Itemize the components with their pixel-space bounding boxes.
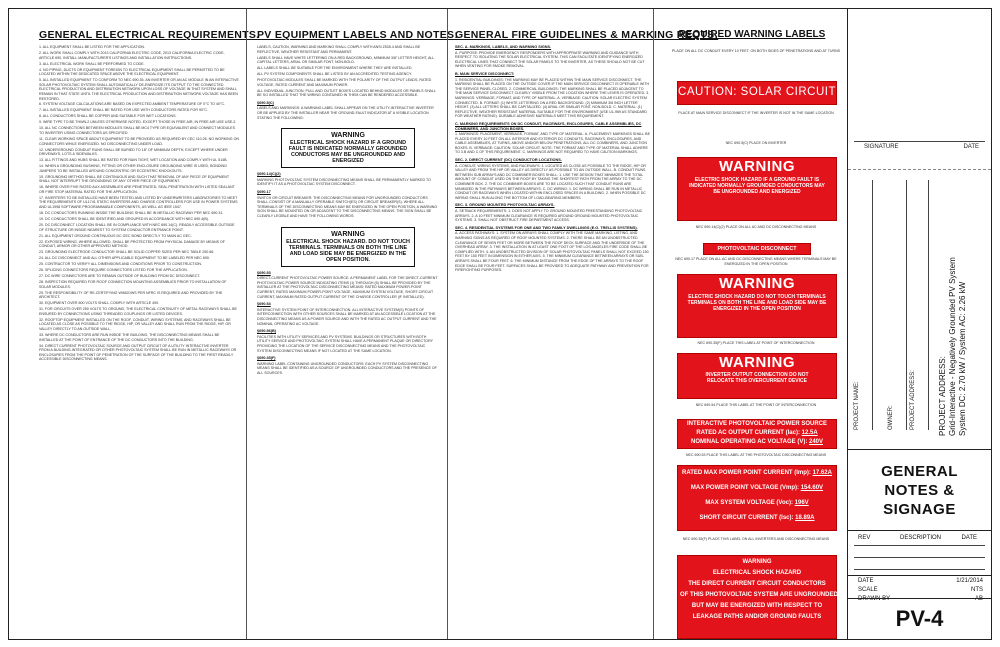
rev-header: REV — [858, 535, 871, 541]
warning-body: ELECTRICAL SHOCK HAZARD IF A GROUND FAULT IS INDICATED NORMALLY GROUNDED CONDUCTORS MAY BE UNGROUNDED AND ENERGIZED — [288, 140, 408, 165]
fire-guidelines-notes — [455, 45, 651, 273]
date-header: DATE — [961, 535, 977, 541]
label-note: ALL PV SYSTEM COMPONENTS SHALL BE LISTED BY AN ACCREDITED TESTING AGENCY. — [257, 72, 412, 77]
system-description — [938, 257, 968, 436]
description-line: System DC: 2.70 kW / System AC: 2.26 kW — [958, 281, 967, 436]
label-placement-note: NEC 690.35(F) PLACE THIS LABEL ON ALL INVERTERS AND DISCONNECTING MEANS — [682, 537, 830, 541]
fire-guidelines-column — [455, 29, 719, 631]
electrical-note: 2. ALL WORK SHALL COMPLY WITH 2013 CALIFORNIA ELECTRIC CODE, 2013 CALIFORNIA ELECTRIC CODE, ARTICLE 690, INSTALL MANUFACTURER'S LISTINGS AND INSTALLATION INSTRUCTIONS. — [39, 50, 225, 60]
interactive-power-source-label — [677, 419, 837, 449]
signature-area — [848, 9, 991, 169]
electrical-note: 15. GROUNDING METHOD SHALL BE CONTINUOUS AND SUCH THAT REMOVAL OF ANY PIECE OF EQUIPMENT SHALL NOT INTERRUPT THE GROUNDING OF ANY OTHER PIECE OF EQUIPMENT. — [39, 174, 230, 184]
rating-label: SHORT CIRCUIT CURRENT (Isc): — [699, 515, 796, 521]
label-placement-note: NEC 690.5(C) PLACE ON INVERTER — [725, 141, 787, 145]
warning-heading: WARNING — [331, 230, 365, 238]
drawing-sheet — [8, 8, 992, 640]
project-address-label: PROJECT ADDRESS: — [910, 370, 916, 430]
label-text: THE DIRECT CURRENT CIRCUIT CONDUCTORS — [688, 581, 826, 587]
title-block — [847, 9, 991, 639]
label-value: 12.5A — [801, 430, 818, 436]
pv-labels-section — [257, 172, 439, 218]
inverter-output-warning-label — [677, 353, 837, 399]
scale-value: NTS — [971, 587, 983, 593]
label-note: ALL LABELS SHALL BE SUITABLE FOR THE ENVIRONMENT WHERE THEY ARE INSTALLED. — [257, 66, 413, 71]
label-text: ELECTRIC SHOCK HAZARD DO NOT TOUCH TERMINALS TERMINALS ON BOTH THE LINE AND LOAD SIDE MAY BE ENERGIZED IN THE OPEN POSITION — [687, 294, 827, 313]
label-placement-note: NEC 690.53 PLACE THIS LABEL AT THE PHOTOVOLTAIC DISCONNECTING MEANS — [685, 453, 827, 457]
label-text: LEAKAGE PATHS AND/OR GROUND FAULTS — [692, 614, 822, 620]
fire-guidelines-title: GENERAL FIRE GUIDELINES & MARKING REQTS: — [455, 29, 719, 41]
electrical-note: 21. ALL EQUIPMENT GROUND CONTINUOUS DC GEC BOND DIRECTLY TO MAIN AC GEC. — [39, 233, 192, 238]
label-heading: WARNING — [719, 354, 795, 371]
rating-label: MAX SYSTEM VOLTAGE (Voc): — [705, 500, 795, 506]
label-note: LABELS SHALL HAVE WHITE LETTERING ON A RED BACKGROUND, MINIMUM 3/8" LETTER HEIGHT, ALL CAPITAL LETTERS, ARIAL OR SIMILAR FONT, NON-BOLD. — [257, 55, 435, 65]
electrical-note: 33. WHERE DC CONDUCTORS ARE RUN INSIDE THE BUILDING, THE DISCONNECTING MEANS SHALL BE INSTALLED AT THE POINT OF ENTRANCE OF THE DC CONDUCTORS INTO THE BUILDING. — [39, 332, 220, 342]
description-header: DESCRIPTION — [900, 535, 942, 541]
electrical-note: 28. INSPECTION REQUIRED FOR ROOF CONNECTION MOUNTING ASSEMBLIES PRIOR TO INSTALLATION OF SOLAR MODULES. — [39, 280, 227, 289]
electrical-note: 22. EXPOSED WIRING, WHERE ALLOWED, SHALL BE PROTECTED FROM PHYSICAL DAMAGE BY MEANS OF CONDUIT, ARMOR OR OTHER APPROVED METHOD. — [39, 239, 225, 249]
general-electrical-column — [39, 29, 260, 631]
required-labels-title: REQUIRED WARNING LABELS — [678, 29, 826, 40]
section-head: SEC. A. MARKINGS, LABELS, AND WARNING SIGNS. — [455, 45, 552, 49]
label-value: 240V — [808, 439, 823, 445]
rating-row — [678, 496, 836, 511]
section-head: SEC. 3. GROUND MOUNTED PHOTOVOLTAIC ARRAYS. — [455, 203, 555, 208]
label-text: CAUTION: SOLAR CIRCUIT — [678, 86, 836, 98]
project-name-label: PROJECT NAME: — [854, 381, 860, 430]
section-text: WARNING LABEL CONTAINING UNGROUNDED CONDUCTORS: EACH PV SYSTEM DISCONNECTING MEANS SHALL BE IDENTIFIED AS A SOURCE OF UNGROUNDED CONDUCTORS AND THE PRESENCE OF ALL SOURCES. — [257, 361, 437, 375]
electrical-note: 31. FOR CIRCUITS OVER 250 VOLTS TO GROUND, THE ELECTRICAL CONTINUITY OF METAL RACEWAYS SHALL BE ENSURED BY CONNECTIONS USING THREADED COUPLINGS OR LISTED DEVICES. — [39, 307, 237, 316]
section-text: 1. RESIDENTIAL BUILDINGS: THE MARKING MAY BE PLACED WITHIN THE MAIN SERVICE DISCONNECT. THE MARKING SHALL BE PLACED ON THE OUTSIDE COVER IF THE MAIN SERVICE DISCONNECT IS OPERABLE WITH THE SERVICE PANEL CLOSED. 2. COMMERCIAL BUILDINGS: THE MARKING SHALL BE PLACED ADJACENT TO THE MAIN SERVICE DISCONNECT CLEARLY VISIBLE FROM THE LOCATION WHERE THE LEVER IS OPERATED. 3. MARKINGS: VERBIAGE, FORMAT, AND TYPE OF MATERIAL. A. VERBIAGE: CAUTION: SOLAR ELECTRIC SYSTEM CONNECTED. B. FORMAT: (1) WHITE LETTERING ON A RED BACKGROUND. (2) MINIMUM 3/8 INCH LETTER HEIGHT. (3) ALL LETTERS SHALL BE CAPITALIZED. (4) ARIAL OR SIMILAR FONT, NON-BOLD. C. MATERIAL: (1) REFLECTIVE, WEATHER RESISTANT MATERIAL SUITABLE FOR THE ENVIRONMENT (USE UL-969 AS STANDARD FOR WEATHER RATING). DURABLE ADHESIVE MATERIALS MEET THIS REQUIREMENT. — [455, 77, 650, 119]
section-head: C. MARKING REQUIREMENTS ON DC CONDUIT, RACEWAYS, ENCLOSURES, CABLE ASSEMBLIES, DC COMBINERS, AND JUNCTION BOXES. — [455, 121, 642, 131]
label-text: NOMINAL OPERATING AC VOLTAGE (V): — [690, 439, 809, 445]
electrical-note: 29. THE RESPONSIBILITY OF RE-CERTIFYING WINDOWS PER NFRC IS REQUIRED AND PROVIDED BY THE ARCHITECT. — [39, 290, 223, 300]
warning-heading: WARNING — [331, 132, 365, 140]
electrical-note: 30. EQUIPMENT OVER 600 VOLTS SHALL COMPLY WITH ARTICLE 490. — [39, 301, 160, 306]
section-head: SEC. 4. RESIDENTIAL SYSTEMS FOR ONE AND TWO FAMILY DWELLINGS (E.G. TRELLIS SYSTEMS). — [455, 225, 638, 230]
drawn-by-label: DRAWN BY — [858, 596, 891, 602]
electrical-note: 23. GROUNDING ELECTRODE CONDUCTOR SHALL BE SOLID COPPER SIZED PER NEC TABLE 250.66. — [39, 250, 215, 255]
section-head: §690.14(C)(2) — [257, 172, 281, 177]
label-text: RATED AC OUTPUT CURRENT (Iac): — [696, 430, 802, 436]
rating-value: 17.62A — [812, 470, 832, 476]
warning-body: ELECTRICAL SHOCK HAZARD. DO NOT TOUCH TERMINALS. TERMINALS ON BOTH THE LINE AND LOAD SIDE MAY BE ENERGIZED IN THE OPEN POSITION. — [286, 238, 410, 263]
title-line: GENERAL — [881, 463, 958, 480]
electrical-note: 32. ROOFTOP EQUIPMENT INSTALLED ON THE ROOF, CONDUIT, WIRING SYSTEMS, AND RACEWAYS SHALL BE LOCATED AS CLOSE AS POSSIBLE TO THE RIDGE, HIP, OR VALLEY AND SHALL RUN FROM THE RIDGE, HIP, OR VALLEY DIRECTLY TO AN OUTSIDE WALL. — [39, 317, 231, 331]
electrical-note: 26. SPLICING CONNECTORS REQUIRE CONNECTORS LISTED FOR THE APPLICATION. — [39, 268, 188, 273]
rating-label: MAX POWER POINT VOLTAGE (Vmp): — [690, 485, 801, 491]
section-text: A. CONDUIT, WIRING SYSTEMS, AND RACEWAYS: 1. LOCATED AS CLOSE AS POSSIBLE TO THE RIDGE, HIP OR VALLEY AND FROM THE HIP OR VALLEY AS DIRECTLY AS POSSIBLE TO AN OUTSIDE WALL. B. CONDUIT RUNS BETWEEN SUB ARRAYS AND DC COMBINER BOXES SHALL: 1. USE THE DESIGN THAT MINIMIZES THE TOTAL AMOUNT OF CONDUIT USED ON THE ROOF BY TAKING THE SHORTEST PATH FROM THE ARRAY TO THE DC COMBINER BOX. 2. THE DC COMBINER BOXES ARE TO BE LOCATED SUCH THAT CONDUIT RUNS ARE MINIMIZED IN THE PATHWAYS BETWEEN ARRAYS. C. DC WIRING: 1. DC WIRING SHALL BE RUN IN METALLIC CONDUIT OR RACEWAYS WHEN LOCATED WITHIN ENCLOSED SPACES IN A BUILDING. 2. WHEN POSSIBLE DC WIRING SHALL RUN ALONG THE BOTTOM OF LOAD-BEARING MEMBERS. — [455, 163, 646, 200]
label-heading: WARNING — [742, 559, 772, 565]
column-divider — [447, 9, 448, 639]
field-line — [872, 180, 873, 430]
electrical-note: 1. ALL EQUIPMENT SHALL BE LISTED FOR THE APPLICATION. — [39, 45, 145, 49]
date-label: DATE — [858, 578, 874, 584]
pv-disconnect-label — [703, 243, 811, 255]
electrical-note: 4. NO PIPING, DUCTS OR EQUIPMENT FOREIGN TO ELECTRICAL EQUIPMENT SHALL BE PERMITTED TO BE LOCATED WITHIN THE DEDICATED SPACE ABOVE THE ELECTRICAL EQUIPMENT. — [39, 67, 225, 77]
section-head: §690.54 — [257, 302, 271, 307]
title-line: NOTES & — [884, 482, 955, 499]
signature-line — [854, 141, 985, 142]
section-text: LABELS AND MARKINGS: A WARNING LABEL SHALL APPEAR ON THE UTILITY-INTERACTIVE INVERTER OR BE APPLIED BY THE INSTALLER NEAR THE GROUND-FAULT INDICATOR AT A VISIBLE LOCATION STATING THE FOLLOWING: — [257, 106, 434, 120]
electrical-note: 18. DC CONDUCTORS RUNNING INSIDE THE BUILDING SHALL BE IN METALLIC RACEWAY PER NEC 690.31. — [39, 211, 224, 216]
owner-label: OWNER: — [888, 405, 894, 430]
section-head: §690.17 — [257, 190, 271, 195]
section-text: DIRECT-CURRENT PHOTOVOLTAIC POWER SOURCE. A PERMANENT LABEL FOR THE DIRECT-CURRENT PHOTOVOLTAIC POWER SOURCE INDICATING ITEMS (1) THROUGH (5) SHALL BE PROVIDED BY THE INSTALLER AT THE PHOTOVOLTAIC DISCONNECTING MEANS: RATED MAXIMUM POWER-POINT CURRENT, RATED MAXIMUM POWER-POINT VOLTAGE, MAXIMUM SYSTEM VOLTAGE, SHORT-CIRCUIT CURRENT, MAXIMUM RATED OUTPUT CURRENT OF THE CHARGE CONTROLLER (IF INSTALLED). — [257, 276, 438, 299]
section-head: §690.5(C) — [257, 100, 274, 105]
rating-row — [678, 481, 836, 496]
date-value: 1/21/2014 — [956, 578, 983, 584]
sheet-number: PV-4 — [848, 598, 991, 639]
electrical-note: 34. DIRECT CURRENT PHOTOVOLTAIC SOURCE AND OUTPUT CIRCUIT OF A UTILITY INTERACTIVE INVERTER FROM A BUILDING-INTEGRATED OR OTHER PHOTOVOLTAIC SYSTEM SHALL BE RUN IN METALLIC RACEWAYS OR ENCLOSURES FROM THE POINT OF PENETRATION OF THE SURFACE OF THE BUILDING TO THE FIRST READILY ACCESSIBLE DISCONNECTING MEANS. — [39, 343, 237, 362]
section-head: B. MAIN SERVICE DISCONNECT: — [455, 71, 515, 76]
field-line — [928, 180, 929, 430]
section-text: FACILITIES WITH UTILITY SERVICES AND PV SYSTEMS. BUILDINGS OR STRUCTURES WITH BOTH UTILITY SERVICE AND PHOTOVOLTAIC SYSTEM SHALL HAVE A PERMANENT PLAQUE OR DIRECTORY PROVIDING THE LOCATION OF THE SERVICE DISCONNECTING MEANS AND THE PHOTOVOLTAIC SYSTEM DISCONNECTING MEANS IF NOT LOCATED AT THE SAME LOCATION. — [257, 334, 433, 353]
rating-value: 196V — [794, 500, 809, 506]
section-text: A. ACCESS PATHWAYS: 1. SYSTEM ON ARRAYS SHALL COMPLY WITH THE SAME MARKING, LISTING, AND WARNING SIGNS AS REQUIRED OF ROOF MOUNTED SYSTEMS. 2. THERE SHALL BE AN UNOBSTRUCTED CLEARANCE OF SEVEN FEET OR MORE BETWEEN THE ROOF DECK SURFACE AND THE UNDERSIDE OF THE OVERHEAD ARRAY. 3. THE INSTALLATION IN AT LEAST ONE FOOT OF THE LOS ANGELES FIRE CODE SHALL BE COMPLIED WITH. 4. AN UNOBSTRUCTED DIVISION OF SOLAR PHOTOVOLTAIC PANELS SHALL NOT EXCEED 150 FEET BY 150 FEET IN DIMENSION IN EITHER AXIS. 5. THE MINIMUM CLEARANCE BETWEEN ARRAYS OR SUB-ARRAYS SHALL BE FOUR FEET. 6. THE MINIMUM DISTANCE FROM THE EDGE OF THE ARRAYS TO THE ROOF EDGE SHALL BE FOUR FEET. SURFACES SHALL BE PROVIDED TO ADEQUATE PATHWAY AND PREVENTION FOR FIREFIGHTING PURPOSES. — [455, 231, 649, 273]
label-text: INVERTER OUTPUT CONNECTION DO NOT RELOCATE THIS OVERCURRENT DEVICE — [705, 372, 809, 385]
section-head: §690.53 — [257, 270, 271, 275]
scale-label: SCALE — [858, 587, 878, 593]
section-text: SWITCH OR CIRCUIT BREAKER: THE DISCONNECTING MEANS FOR UNGROUNDED CONDUCTORS SHALL CONSIST OF A MANUALLY OPERABLE SWITCH(ES) OR CIRCUIT BREAKER(S). WHERE ALL TERMINALS OF THE DISCONNECTING MEANS MAY BE ENERGIZED IN THE OPEN POSITION, A WARNING SIGN SHALL BE MOUNTED ON OR ADJACENT TO THE DISCONNECTING MEANS. THE SIGN SHALL BE CLEARLY LEGIBLE AND HAVE THE FOLLOWING WORDS: — [257, 195, 438, 219]
pv-labels-intro — [257, 45, 439, 98]
label-note: ALL INDIVIDUAL JUNCTION, PULL AND OUTLET BOXES LOCATED BEHIND MODULES OR PANELS SHALL BE SO INSTALLED THAT THE WIRING CONTAINED IN THEM CAN BE RENDERED ACCESSIBLE. — [257, 88, 436, 98]
terminal-shock-warning-label — [677, 274, 837, 338]
drawing-info — [848, 575, 991, 602]
section-head: §690.35(F) — [257, 356, 276, 361]
label-placement-note: PLACE AT MAIN SERVICE DISCONNECT IF THE INVERTER IS NOT IN THE SAME LOCATION — [678, 111, 834, 115]
electrical-note: 25. CONTRACTOR TO VERIFY ALL DIMENSIONS AND CONDITIONS PRIOR TO CONSTRUCTION. — [39, 262, 203, 267]
label-note: PHOTOVOLTAIC MODULES SHALL BE MARKED WITH THE POLARITY OF THE OUTPUT LEADS, RATED VOLTAGE, RATED CURRENT AND MAXIMUM POWER. — [257, 78, 432, 87]
caution-solar-circuit-label — [677, 81, 837, 105]
general-electrical-notes — [39, 45, 239, 362]
pv-labels-section — [257, 271, 439, 376]
electrical-note: 10. ALL NC CONNECTIONS BETWEEN MODULES SHALL BE MC4 TYPE OR EQUIVALENT AND CONNECT MODULES TO INVERTER USING CONNECTORS AS SPECIFIED. — [39, 126, 235, 136]
rating-value: 154.60V — [800, 485, 824, 491]
section-text: A. SETBACK REQUIREMENTS: 1. DOES NOT APPLY TO GROUND MOUNTED FREESTANDING PHOTOVOLTAIC ARRAYS. 2. A 10 FEET MINIMUM CLEARANCE IS REQUIRED AROUND GROUND MOUNTED PHOTOVOLTAIC SYSTEMS. 3. SHALL NOT OBSTRUCT FIRE DEPARTMENT ACCESS. — [455, 209, 643, 223]
description-line: Grid-Interactive - Negatively Grounded PV System — [948, 257, 957, 436]
table-line — [854, 545, 985, 546]
electrical-note: 14. WHEN A GROUNDING BUSHING, FITTING OR OTHER ENCLOSURE GROUNDING WIRE IS USED, BONDING JUMPERS TO BE INSTALLED AROUND CONCENTRIC OR ECCENTRIC KNOCKOUTS. — [39, 164, 227, 173]
electrical-note: 19. DC CONDUCTORS SHALL BE IDENTIFIED AND GROUPED IN ACCORDANCE WITH NEC 690.4(B). — [39, 217, 209, 222]
electrical-note: 16. WHERE OVER FIVE RATED AUX ASSEMBLIES ARE PENETRATED, SEAL PENETRATION WITH LISTED SEALANT OR FIRE STOP MATERIAL RATED FOR THE APPLICATION. — [39, 185, 235, 194]
electrical-note: 6. SYSTEM VOLTAGE CALCULATIONS ARE BASED ON EXPECTED AMBIENT TEMPERATURE OF 0°C TO 40°C. — [39, 102, 226, 107]
rating-label: RATED MAX POWER POINT CURRENT (Imp): — [682, 470, 813, 476]
ground-fault-warning-label — [677, 157, 837, 221]
title-line: SIGNAGE — [883, 501, 956, 518]
label-placement-note: PLACE ON ALL DC CONDUIT EVERY 10 FEET, ON BOTH SIDES OF PENETRATIONS AND AT TURNS — [671, 49, 841, 53]
label-text: ELECTRIC SHOCK HAZARD IF A GROUND FAULT IS INDICATED NORMALLY GROUNDED CONDUCTORS MAY BE UNGROUNDED AND ENERGIZED — [689, 177, 825, 196]
required-labels-column — [659, 29, 845, 629]
section-text: 1. MARKINGS: PLACEMENT, VERBIAGE, FORMAT, AND TYPE OF MATERIAL. A. PLACEMENT: MARKINGS SHALL BE PLACED EVERY 10 FEET ON ALL INTERIOR AND EXTERIOR DC CONDUITS, RACEWAYS, ENCLOSURES, AND CABLE ASSEMBLIES, AT TURNS, ABOVE AND/OR BELOW PENETRATIONS, ALL DC COMBINERS, AND JUNCTION BOXES. B. VERBIAGE: CAUTION: SOLAR CIRCUIT. NOTE: THE FORMAT AND TYPE OF MATERIAL SHALL ADHERE TO 3.B AND C OF THIS REQUIREMENT. C. MARKINGS ARE NOT REQUIRED TO HAVE CAUTION MARKINGS. — [455, 132, 650, 155]
electrical-note: 9. WIRE TYPE TO BE THWN-2 UNLESS OTHERWISE NOTED. EXCEPT THOSE IN FREE AIR, IN FREE AIR USE USE-2. — [39, 120, 237, 125]
column-divider — [653, 9, 654, 639]
label-text: BUT MAY BE ENERGIZED WITH RESPECT TO — [691, 603, 823, 609]
drawn-by-value: AB — [974, 596, 983, 602]
revision-table — [848, 531, 991, 575]
rating-value: 18.89A — [795, 515, 815, 521]
electrical-note: 20. DC DISCONNECT LOCATION SHALL BE IN COMPLIANCE WITH NEC 690.14(C). READILY ACCESSIBLE OUTSIDE OF STRUCTURE OR INSIDE NEAREST TO SYSTEM CONDUCTOR ENTRANCE POINT. — [39, 223, 235, 232]
ungrounded-conductors-warning-label — [677, 555, 840, 639]
description-line: PROJECT ADDRESS: — [938, 356, 947, 436]
general-electrical-title: GENERAL ELECTRICAL REQUIREMENTS. — [39, 29, 260, 41]
section-text: INTERACTIVE SYSTEM POINT OF INTERCONNECTION. ALL INTERACTIVE SYSTEM(S) POINTS OF INTERCONNECTION WITH OTHER SOURCES SHALL BE MARKED AT AN ACCESSIBLE LOCATION AT THE DISCONNECTING MEANS AS A POWER SOURCE AND WITH THE RATED AC OUTPUT CURRENT AND THE NOMINAL OPERATING AC VOLTAGE. — [257, 307, 437, 326]
electrical-note: 27. DC WIRE CONNECTORS ARE TO REMAIN OUTSIDE OF BUILDING FROM DC DISCONNECT. — [39, 274, 201, 279]
label-text: PHOTOVOLTAIC DISCONNECT — [717, 246, 797, 252]
section-head: SEC. 2. DIRECT CURRENT (DC) CONDUCTOR LOCATIONS. — [455, 158, 562, 163]
label-placement-note: NEC 690.54 PLACE THIS LABEL AT THE POINT OF INTERCONNECTION — [695, 403, 817, 407]
dc-power-source-rating-label — [677, 465, 837, 531]
electrical-note: 12. UNDERGROUND CONDUIT RUNS SHALL BE BURIED TO 18" OF MINIMUM DEPTH, EXCEPT WHERE UNDER DRIVEWAYS, LOTS & SIDEWALKS. — [39, 147, 228, 157]
electrical-note: 13. ALL FITTINGS AND HUBS SHALL BE RATED FOR RAIN TIGHT, WET LOCATION AND COMPLY WITH UL 514B. — [39, 158, 228, 163]
electrical-note: 5. ALL INSTALLED EQUIPMENT TO CONFORM TO NEC 690.35. AN INVERTER OR AN AC MODULE IN AN INTERACTIVE SOLAR PHOTOVOLTAIC SYSTEM SHALL AUTOMATICALLY DE-ENERGIZE ITS OUTPUT TO THE CONNECTED ELECTRICAL PRODUCTION AND DISTRIBUTION NETWORK UPON LOSS OF VOLTAGE IN THAT SYSTEM AND SHALL REMAIN IN THAT STATE UNTIL THE ELECTRICAL PRODUCTION AND DISTRIBUTION NETWORK VOLTAGE HAS BEEN RESTORED. — [39, 78, 239, 101]
ground-fault-warning-sample — [281, 128, 415, 168]
electrical-note: 7. ALL INSTALLED EQUIPMENT SHALL BE RATED FOR USE WITH CONDUCTORS RATED FOR 90°C. — [39, 108, 208, 113]
label-placement-note: NEC 690.14(C)(2) PLACE ON ALL AC AND DC DISCONNECTING MEANS — [695, 225, 817, 229]
terminal-shock-warning-sample — [281, 227, 415, 267]
electrical-note: 8. ALL CONDUCTORS SHALL BE COPPER AND SUITABLE FOR WET LOCATIONS. — [39, 114, 177, 119]
rating-row — [678, 511, 836, 526]
electrical-note: 17. INVERTERS TO BE INSTALLED HAVE BEEN TESTED AND LISTED BY UNDERWRITERS LABORATORIES TO MEET THE REQUIREMENTS OF UL1741 STATIC INVERTERS AND CHARGE CONTROLLERS FOR USE IN POWER SYSTEMS AND UL1998 SOFTWARE PROGRAMMABLE COMPONENTS, AS WELL AS IEEE 1547. — [39, 195, 238, 210]
field-line — [906, 180, 907, 430]
section-head: §690.56(B) — [257, 329, 276, 334]
label-placement-note: NEC 690.17 PLACE ON ALL AC AND DC DISCONNECTING MEANS WHERE TERMINALS MAY BE ENERGIZED IN THE OPEN POSITION — [675, 257, 837, 266]
label-heading: WARNING — [719, 275, 795, 292]
pv-labels-column — [257, 29, 459, 631]
signature-date-label: DATE — [963, 144, 979, 150]
electrical-note: 24. ALL DC DISCONNECT AND ALL OTHER APPLICABLE EQUIPMENT TO BE LABELED PER NEC 690. — [39, 256, 210, 261]
sheet-title — [848, 449, 991, 531]
section-text: MARKING PHOTOVOLTAIC SYSTEM DISCONNECTING MEANS SHALL BE PERMANENTLY MARKED TO IDENTIFY IT AS A PHOTOVOLTAIC SYSTEM DISCONNECT. — [257, 177, 431, 187]
label-text: INTERACTIVE PHOTOVOLTAIC POWER SOURCE — [686, 421, 827, 427]
column-divider — [246, 9, 247, 639]
table-line — [854, 569, 985, 570]
electrical-note: 3. ALL ELECTRICAL WORK SHALL BE PERFORMED TO CODE. — [39, 61, 145, 66]
section-text: A. PURPOSE: PROVIDE EMERGENCY RESPONDERS WITH APPROPRIATE WARNING AND GUIDANCE WITH RESPECT TO ISOLATING THE SOLAR ELECTRICAL SYSTEM. THIS CAN FACILITATE IDENTIFYING ENERGIZED ELECTRICAL LINES THAT CONNECT THE SOLAR PANELS TO THE INVERTER, AS THESE SHOULD NOT BE CUT WHEN VENTING FOR SMOKE REMOVAL. — [455, 50, 645, 69]
pv-labels-title: PV EQUIPMENT LABELS AND NOTES: — [257, 29, 459, 41]
label-placement-note: NEC 690.35(F) PLACE THIS LABEL AT POINT OF INTERCONNECTION — [697, 341, 815, 345]
project-info-area — [848, 169, 991, 450]
table-line — [854, 557, 985, 558]
label-heading: WARNING — [719, 158, 795, 175]
label-note: LABELS, CAUTION, WARNING AND MARKING SHALL COMPLY WITH ANSI Z535.4 AND SHALL BE REFLECTIVE, WEATHER RESISTANT AND PERMANENT. — [257, 45, 421, 54]
signature-label: SIGNATURE — [864, 144, 899, 150]
label-text: OF THIS PHOTOVOLTAIC SYSTEM ARE UNGROUNDED, — [680, 592, 840, 598]
rating-row — [678, 466, 836, 481]
electrical-note: 11. CLEAR WORKING SPACE ABOUT EQUIPMENT TO BE PROVIDED AS REQUIRED BY CEC 110.26. NO WORKING ON CONNECTORS WHILE ENERGIZED. NO DISCONNECTING UNDER LOAD. — [39, 137, 239, 146]
pv-labels-section — [257, 101, 439, 120]
label-text: ELECTRICAL SHOCK HAZARD — [712, 570, 802, 576]
